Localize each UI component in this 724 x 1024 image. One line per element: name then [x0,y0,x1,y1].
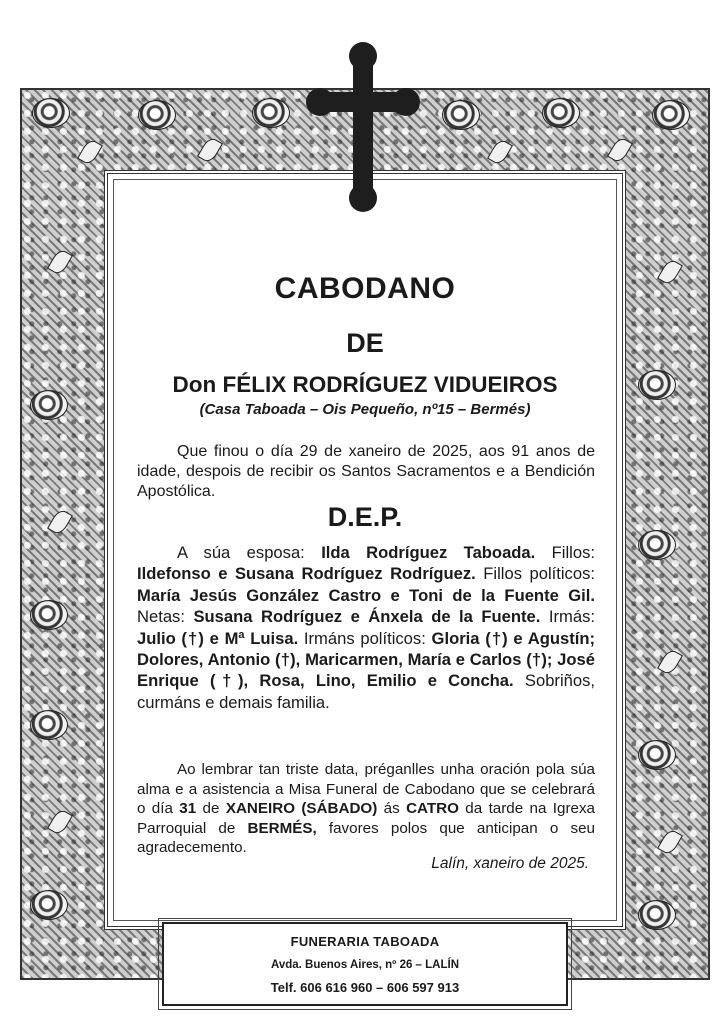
leaf-icon [487,138,513,167]
rose-icon [442,100,480,130]
rose-icon [30,710,68,740]
leaf-icon [657,258,683,287]
rose-icon [638,370,676,400]
family-text: Netas: [137,607,194,627]
family-text: Fillos: [535,543,595,562]
rose-icon [138,100,176,130]
mass-text: ás [377,800,407,817]
rose-icon [30,390,68,420]
death-text: Que finou o día 29 de xaneiro de 2025, aos 91 anos de idade, despois de recibir os Santos Sacramentos e a Bendición Apostólica. [137,443,595,500]
cross-icon [306,42,420,214]
wife-name: Ilda Rodríguez Taboada. [321,543,536,562]
children-in-law-names: María Jesús González Castro e Toni de la Fuente Gil. [137,585,595,605]
family-text: Fillos políticos: [475,564,595,584]
mass-text: Ao lembrar tan triste data, préganlles unha oración pola súa alma e a asistencia a Misa Funeral de Cabodano que se celebrará o día [137,761,595,817]
rose-icon [30,600,68,630]
funeral-home-address: Avda. Buenos Aires, nº 26 – LALÍN [270,959,460,971]
funeral-home-name: FUNERARIA TABOADA [290,934,440,949]
family-text: Irmás: [540,607,595,627]
leaf-icon [197,136,223,165]
siblings-in-law-names: Gloria (†) e Agustín; Dolores, Antonio (†), Maricarmen, María e Carlos (†); José Enrique (†), Rosa, Lino, Emilio e Concha. [137,628,596,691]
mass-text: da tarde na Igrexa Parroquial de [137,800,596,837]
family-text: Sobriños, curmáns e demais familia. [137,671,595,712]
place-date-signature: Lalín, xaneiro de 2025. [431,855,589,872]
mass-month-weekday: XANEIRO (SÁBADO) [225,800,378,817]
children-names: Ildefonso e Susana Rodríguez Rodríguez. [137,564,476,584]
rose-icon [32,98,70,128]
mass-day: 31 [179,800,197,817]
leaf-icon [657,648,683,677]
sisters-names: Julio (†) e Mª Luisa. [137,628,299,648]
rose-icon [638,900,676,930]
family-text: A súa esposa: [177,543,322,562]
leaf-icon [77,138,103,167]
death-paragraph [137,442,595,502]
family-text: Irmáns políticos: [298,628,432,648]
mass-text: de [196,800,226,817]
rose-icon [652,100,690,130]
family-paragraph [137,542,595,713]
rose-icon [638,530,676,560]
mass-place: BERMÉS, [247,819,317,837]
mass-hour: CATRO [406,800,459,817]
rose-icon [542,98,580,128]
rose-icon [30,890,68,920]
dep-heading: D.E.P. [327,502,403,532]
deceased-name: Don FÉLIX RODRÍGUEZ VIDUEIROS [172,372,558,397]
rose-icon [638,740,676,770]
rose-icon [252,98,290,128]
deceased-address: (Casa Taboada – Ois Pequeño, nº15 – Bermés) [199,401,531,418]
grandchildren-names: Susana Rodríguez e Ánxela de la Fuente. [193,607,541,627]
leaf-icon [657,828,683,857]
mass-paragraph [137,760,595,858]
funeral-home-box [162,922,568,1006]
notice-title: CABODANO [274,272,456,305]
leaf-icon [47,808,73,837]
notice-de: DE [346,328,384,358]
leaf-icon [47,508,73,537]
funeral-home-phones: Telf. 606 616 960 – 606 597 913 [270,980,460,995]
leaf-icon [607,136,633,165]
mass-text: favores polos que anticipan o seu agradecemento. [137,819,596,856]
leaf-icon [47,248,73,277]
